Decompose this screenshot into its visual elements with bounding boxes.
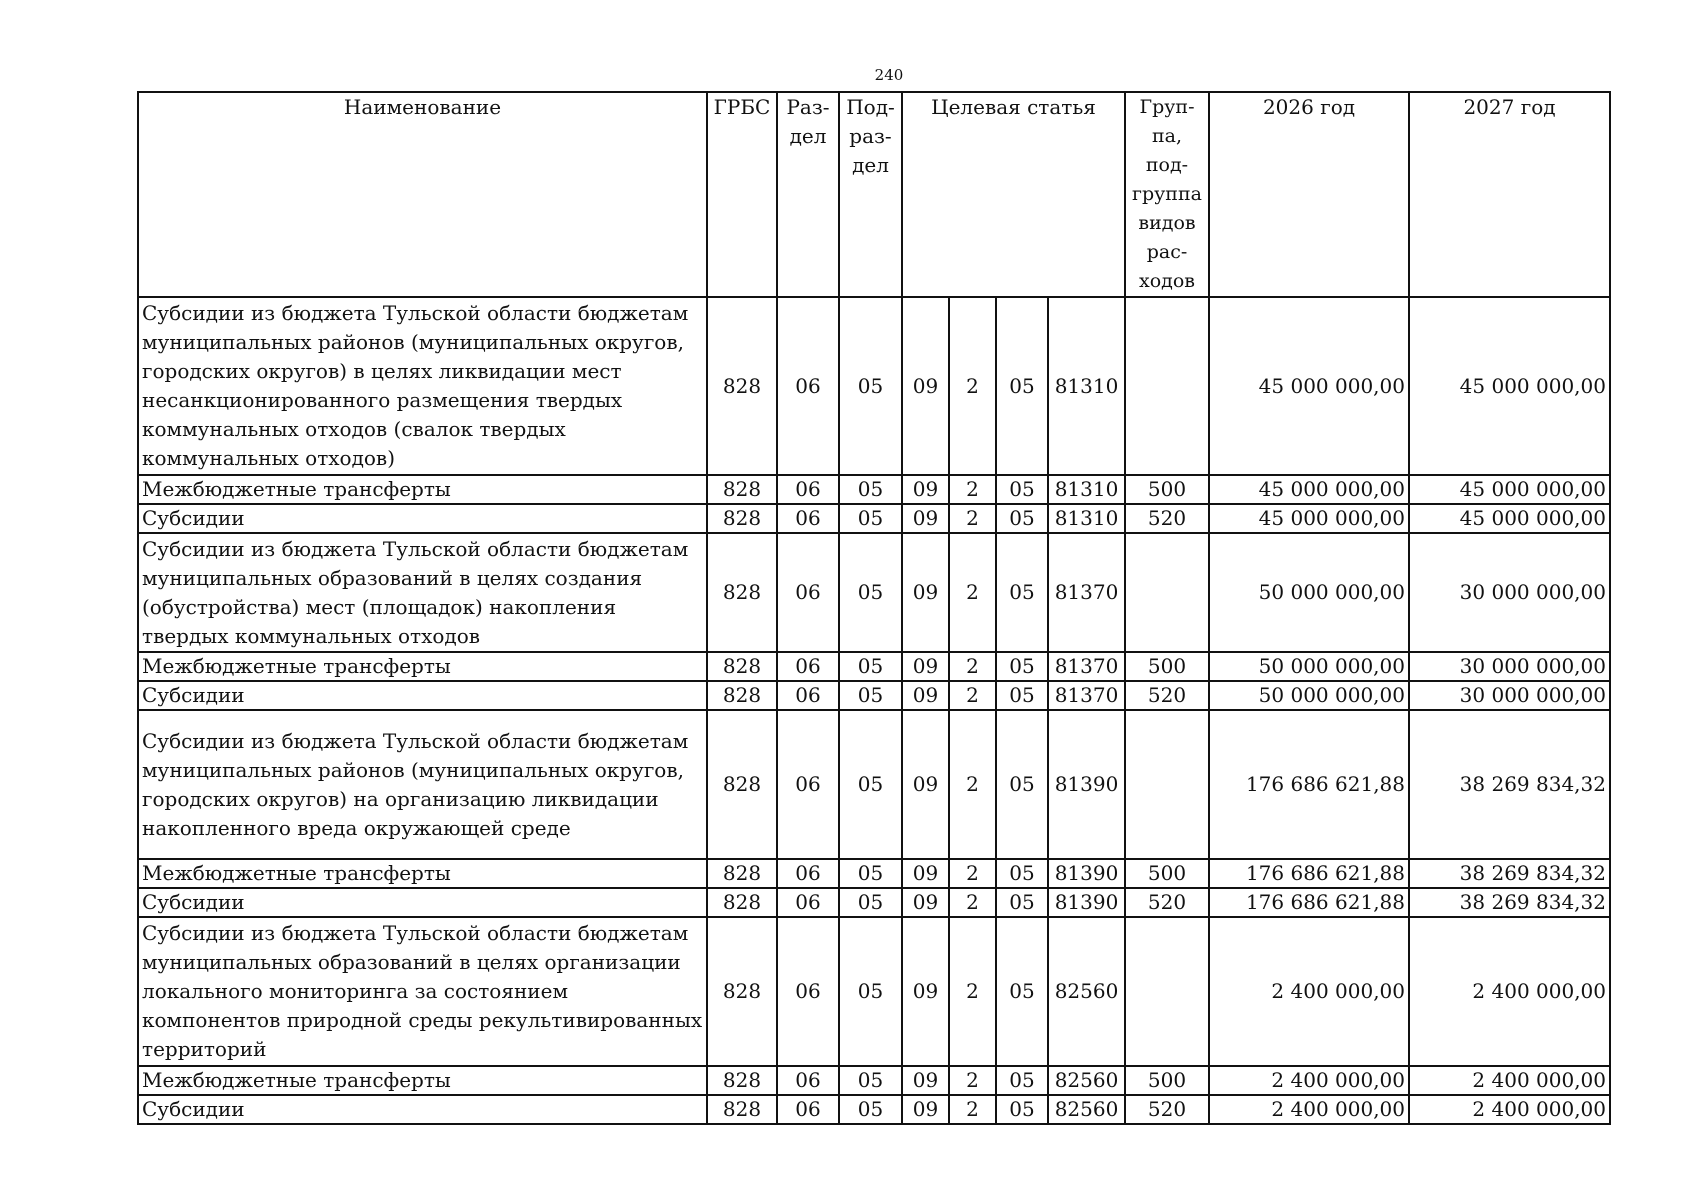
podrazdel-cell: 05 [839, 652, 902, 681]
celevaya-part2-cell: 2 [949, 1095, 996, 1124]
amount-2027-cell: 38 269 834,32 [1409, 710, 1610, 859]
table-row [138, 1095, 1610, 1124]
table-row [138, 859, 1610, 888]
vid-rashodov-cell [1125, 917, 1209, 1066]
grbs-cell: 828 [707, 475, 777, 504]
razdel-cell: 06 [777, 504, 839, 533]
celevaya-part1-cell: 09 [902, 888, 949, 917]
celevaya-part3-cell: 05 [996, 917, 1048, 1066]
celevaya-part3-cell: 05 [996, 681, 1048, 710]
celevaya-part1-cell: 09 [902, 681, 949, 710]
celevaya-part4-cell: 81370 [1048, 533, 1125, 652]
grbs-cell: 828 [707, 681, 777, 710]
amount-2026-cell: 45 000 000,00 [1209, 504, 1409, 533]
grbs-cell: 828 [707, 504, 777, 533]
podrazdel-cell: 05 [839, 859, 902, 888]
amount-2027-cell: 38 269 834,32 [1409, 859, 1610, 888]
celevaya-part2-cell: 2 [949, 888, 996, 917]
grbs-cell: 828 [707, 710, 777, 859]
celevaya-part2-cell: 2 [949, 652, 996, 681]
table-row [138, 533, 1610, 652]
razdel-cell: 06 [777, 917, 839, 1066]
table-header-row [138, 92, 1610, 297]
amount-2026-cell: 45 000 000,00 [1209, 297, 1409, 475]
grbs-cell: 828 [707, 1066, 777, 1095]
table-row [138, 475, 1610, 504]
table-body [138, 297, 1610, 1124]
row-name-cell: Межбюджетные трансферты [138, 652, 707, 681]
row-name-cell: Межбюджетные трансферты [138, 475, 707, 504]
row-name-cell: Субсидии [138, 504, 707, 533]
celevaya-part4-cell: 81390 [1048, 710, 1125, 859]
amount-2027-cell: 30 000 000,00 [1409, 533, 1610, 652]
celevaya-part4-cell: 82560 [1048, 1066, 1125, 1095]
vid-rashodov-cell: 520 [1125, 681, 1209, 710]
amount-2026-cell: 2 400 000,00 [1209, 917, 1409, 1066]
table-row [138, 297, 1610, 475]
celevaya-part4-cell: 82560 [1048, 1095, 1125, 1124]
celevaya-part2-cell: 2 [949, 859, 996, 888]
celevaya-part3-cell: 05 [996, 504, 1048, 533]
celevaya-part2-cell: 2 [949, 710, 996, 859]
amount-2026-cell: 50 000 000,00 [1209, 533, 1409, 652]
amount-2027-cell: 2 400 000,00 [1409, 1095, 1610, 1124]
amount-2026-cell: 176 686 621,88 [1209, 859, 1409, 888]
celevaya-part2-cell: 2 [949, 475, 996, 504]
amount-2026-cell: 176 686 621,88 [1209, 888, 1409, 917]
vid-rashodov-cell: 500 [1125, 859, 1209, 888]
grbs-cell: 828 [707, 917, 777, 1066]
table-row [138, 652, 1610, 681]
header-year-2026: 2026 год [1209, 92, 1409, 297]
amount-2027-cell: 38 269 834,32 [1409, 888, 1610, 917]
celevaya-part4-cell: 81370 [1048, 681, 1125, 710]
celevaya-part1-cell: 09 [902, 297, 949, 475]
celevaya-part3-cell: 05 [996, 859, 1048, 888]
vid-rashodov-cell [1125, 297, 1209, 475]
table-row [138, 681, 1610, 710]
table-row [138, 917, 1610, 1066]
row-name-cell: Субсидии из бюджета Тульской области бюджетам муниципальных районов (муниципальных округов, городских округов) в целях ликвидации мест несанкционированного размещения твердых коммунальных отходов (свалок твердых коммунальных отходов) [138, 297, 707, 475]
celevaya-part4-cell: 81310 [1048, 504, 1125, 533]
vid-rashodov-cell: 520 [1125, 504, 1209, 533]
grbs-cell: 828 [707, 297, 777, 475]
header-podrazdel: Под- раз- дел [839, 92, 902, 297]
celevaya-part1-cell: 09 [902, 475, 949, 504]
podrazdel-cell: 05 [839, 888, 902, 917]
header-celevaya-statya: Целевая статья [902, 92, 1125, 297]
celevaya-part2-cell: 2 [949, 297, 996, 475]
podrazdel-cell: 05 [839, 710, 902, 859]
celevaya-part4-cell: 82560 [1048, 917, 1125, 1066]
amount-2027-cell: 45 000 000,00 [1409, 475, 1610, 504]
celevaya-part3-cell: 05 [996, 1066, 1048, 1095]
razdel-cell: 06 [777, 475, 839, 504]
celevaya-part1-cell: 09 [902, 504, 949, 533]
row-name-cell: Субсидии из бюджета Тульской области бюджетам муниципальных образований в целях организации локального мониторинга за состоянием компонентов природной среды рекультивированных территорий [138, 917, 707, 1066]
podrazdel-cell: 05 [839, 917, 902, 1066]
celevaya-part3-cell: 05 [996, 710, 1048, 859]
celevaya-part3-cell: 05 [996, 297, 1048, 475]
celevaya-part4-cell: 81390 [1048, 888, 1125, 917]
razdel-cell: 06 [777, 888, 839, 917]
amount-2026-cell: 50 000 000,00 [1209, 652, 1409, 681]
razdel-cell: 06 [777, 652, 839, 681]
table-row [138, 1066, 1610, 1095]
podrazdel-cell: 05 [839, 681, 902, 710]
celevaya-part4-cell: 81370 [1048, 652, 1125, 681]
grbs-cell: 828 [707, 888, 777, 917]
vid-rashodov-cell: 500 [1125, 1066, 1209, 1095]
amount-2027-cell: 2 400 000,00 [1409, 917, 1610, 1066]
amount-2026-cell: 50 000 000,00 [1209, 681, 1409, 710]
razdel-cell: 06 [777, 533, 839, 652]
celevaya-part1-cell: 09 [902, 917, 949, 1066]
header-razdel: Раз- дел [777, 92, 839, 297]
celevaya-part2-cell: 2 [949, 1066, 996, 1095]
amount-2026-cell: 176 686 621,88 [1209, 710, 1409, 859]
celevaya-part2-cell: 2 [949, 533, 996, 652]
podrazdel-cell: 05 [839, 1095, 902, 1124]
podrazdel-cell: 05 [839, 475, 902, 504]
celevaya-part2-cell: 2 [949, 917, 996, 1066]
celevaya-part3-cell: 05 [996, 652, 1048, 681]
table-row [138, 888, 1610, 917]
celevaya-part1-cell: 09 [902, 533, 949, 652]
header-year-2027: 2027 год [1409, 92, 1610, 297]
amount-2027-cell: 45 000 000,00 [1409, 504, 1610, 533]
grbs-cell: 828 [707, 533, 777, 652]
table-row [138, 710, 1610, 859]
vid-rashodov-cell: 520 [1125, 888, 1209, 917]
razdel-cell: 06 [777, 297, 839, 475]
amount-2027-cell: 30 000 000,00 [1409, 681, 1610, 710]
row-name-cell: Межбюджетные трансферты [138, 859, 707, 888]
vid-rashodov-cell: 500 [1125, 652, 1209, 681]
header-gruppa-vidov-rashodov: Груп- па, под- группа видов рас- ходов [1125, 92, 1209, 297]
amount-2027-cell: 2 400 000,00 [1409, 1066, 1610, 1095]
grbs-cell: 828 [707, 859, 777, 888]
razdel-cell: 06 [777, 681, 839, 710]
celevaya-part1-cell: 09 [902, 1095, 949, 1124]
vid-rashodov-cell [1125, 533, 1209, 652]
amount-2026-cell: 45 000 000,00 [1209, 475, 1409, 504]
celevaya-part3-cell: 05 [996, 1095, 1048, 1124]
budget-table [137, 91, 1611, 1125]
row-name-cell: Субсидии [138, 888, 707, 917]
celevaya-part1-cell: 09 [902, 652, 949, 681]
podrazdel-cell: 05 [839, 533, 902, 652]
celevaya-part4-cell: 81310 [1048, 475, 1125, 504]
row-name-cell: Субсидии из бюджета Тульской области бюджетам муниципальных районов (муниципальных округов, городских округов) на организацию ликвидации накопленного вреда окружающей среде [138, 710, 707, 859]
row-name-cell: Субсидии [138, 1095, 707, 1124]
grbs-cell: 828 [707, 652, 777, 681]
celevaya-part4-cell: 81310 [1048, 297, 1125, 475]
celevaya-part1-cell: 09 [902, 1066, 949, 1095]
row-name-cell: Субсидии [138, 681, 707, 710]
celevaya-part1-cell: 09 [902, 710, 949, 859]
celevaya-part3-cell: 05 [996, 533, 1048, 652]
header-grbs: ГРБС [707, 92, 777, 297]
header-name: Наименование [138, 92, 707, 297]
amount-2027-cell: 45 000 000,00 [1409, 297, 1610, 475]
razdel-cell: 06 [777, 1066, 839, 1095]
page-number: 240 [874, 66, 904, 84]
vid-rashodov-cell: 500 [1125, 475, 1209, 504]
table-row [138, 504, 1610, 533]
celevaya-part2-cell: 2 [949, 504, 996, 533]
razdel-cell: 06 [777, 1095, 839, 1124]
podrazdel-cell: 05 [839, 504, 902, 533]
grbs-cell: 828 [707, 1095, 777, 1124]
celevaya-part4-cell: 81390 [1048, 859, 1125, 888]
razdel-cell: 06 [777, 710, 839, 859]
amount-2027-cell: 30 000 000,00 [1409, 652, 1610, 681]
celevaya-part2-cell: 2 [949, 681, 996, 710]
vid-rashodov-cell [1125, 710, 1209, 859]
podrazdel-cell: 05 [839, 297, 902, 475]
amount-2026-cell: 2 400 000,00 [1209, 1095, 1409, 1124]
vid-rashodov-cell: 520 [1125, 1095, 1209, 1124]
amount-2026-cell: 2 400 000,00 [1209, 1066, 1409, 1095]
row-name-cell: Межбюджетные трансферты [138, 1066, 707, 1095]
celevaya-part3-cell: 05 [996, 888, 1048, 917]
celevaya-part3-cell: 05 [996, 475, 1048, 504]
celevaya-part1-cell: 09 [902, 859, 949, 888]
razdel-cell: 06 [777, 859, 839, 888]
row-name-cell: Субсидии из бюджета Тульской области бюджетам муниципальных образований в целях создания (обустройства) мест (площадок) накопления твердых коммунальных отходов [138, 533, 707, 652]
podrazdel-cell: 05 [839, 1066, 902, 1095]
